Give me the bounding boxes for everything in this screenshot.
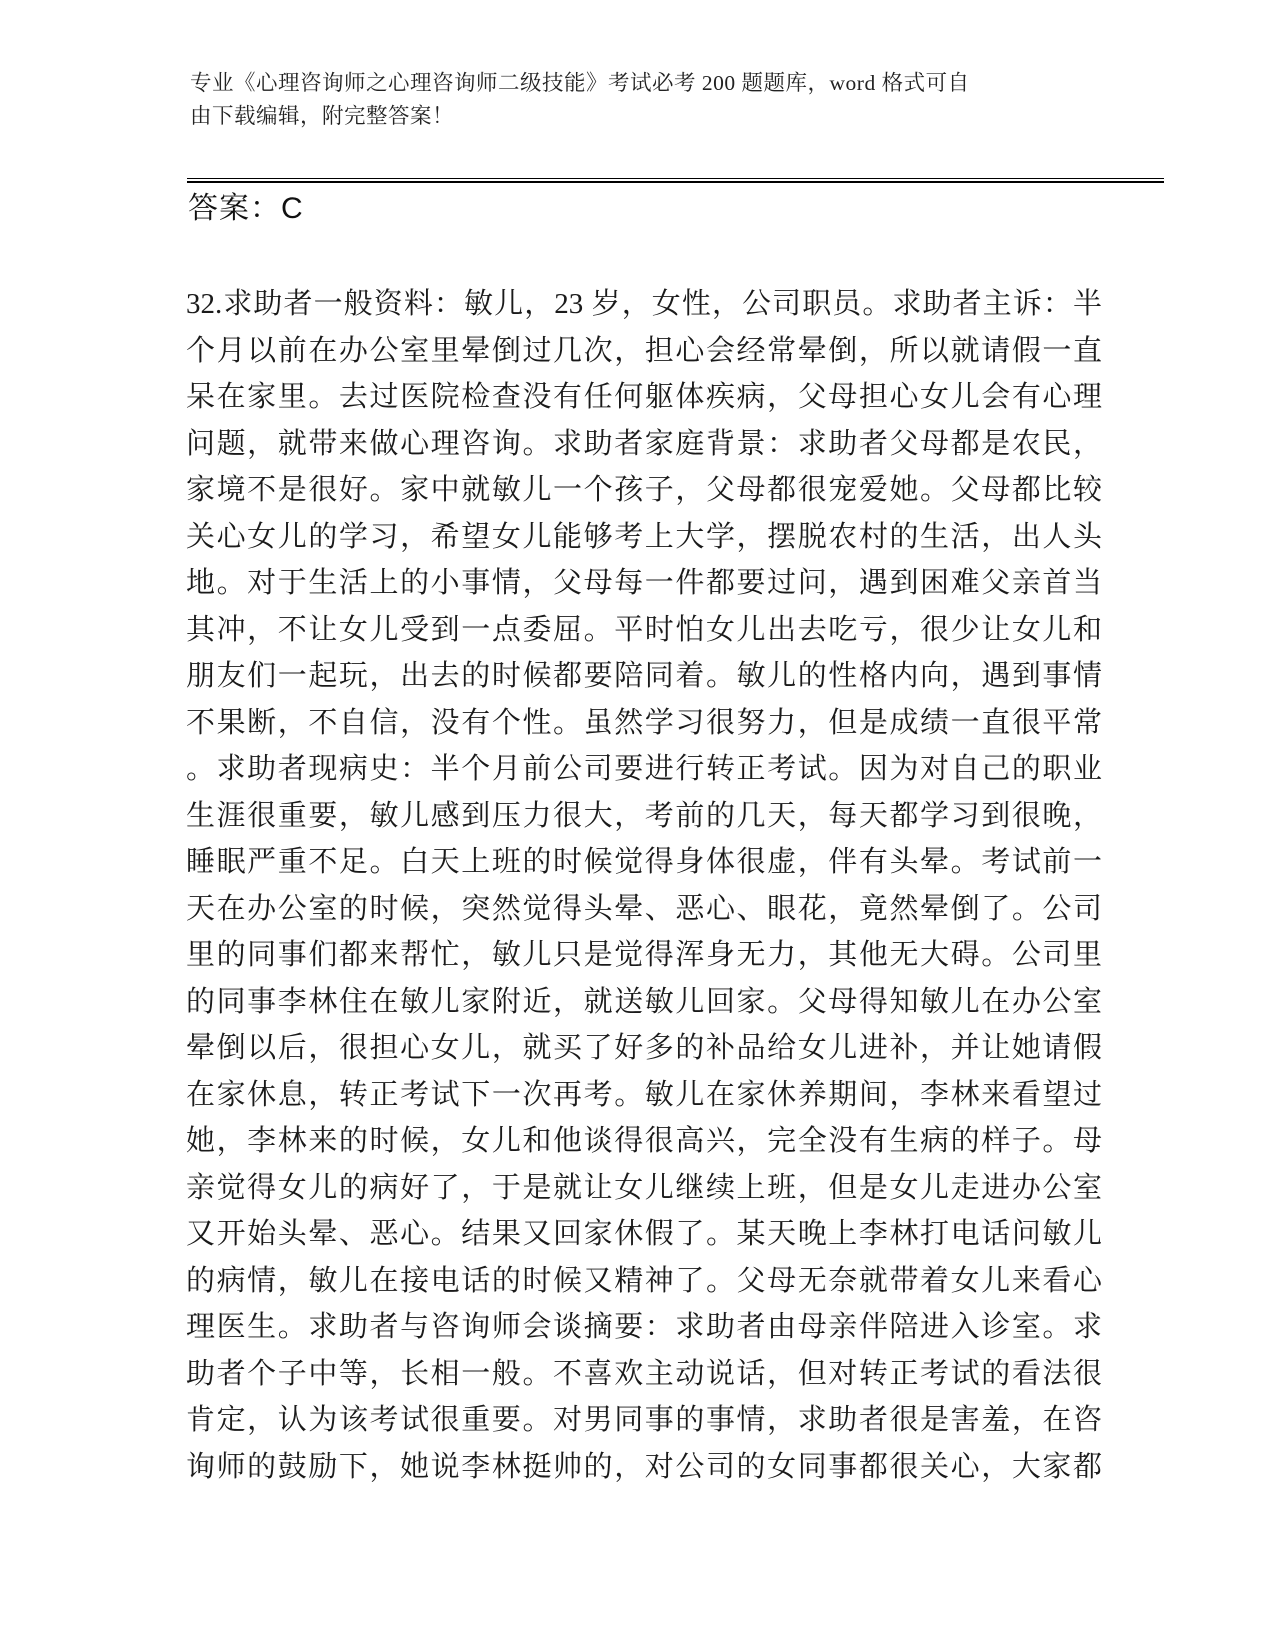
question-text-line: 其冲，不让女儿受到一点委屈。平时怕女儿出去吃亏，很少让女儿和 (186, 613, 1102, 646)
question-text-line: 家境不是很好。家中就敏儿一个孩子，父母都很宠爱她。父母都比较 (186, 474, 1102, 506)
question-text-line: 的病情，敏儿在接电话的时候又精神了。父母无奈就带着女儿来看心 (186, 1264, 1102, 1297)
question-text-line: 呆在家里。去过医院检查没有任何躯体疾病，父母担心女儿会有心理 (186, 381, 1102, 413)
question-text-line: 问题，就带来做心理咨询。求助者家庭背景：求助者父母都是农民， (186, 427, 1102, 460)
question-text-line: 不果断，不自信，没有个性。虽然学习很努力，但是成绩一直很平常 (186, 706, 1102, 739)
page-header-note (190, 67, 1167, 133)
question-text-line: 睡眠严重不足。白天上班的时候觉得身体很虚，伴有头晕。考试前一 (186, 846, 1102, 878)
question-text-line: 天在办公室的时候，突然觉得头晕、恶心、眼花，竟然晕倒了。公司 (186, 892, 1102, 925)
question-text-line: 个月以前在办公室里晕倒过几次，担心会经常晕倒，所以就请假一直 (186, 334, 1102, 367)
question-text-line: 询师的鼓励下，她说李林挺帅的，对公司的女同事都很关心，大家都 (186, 1450, 1102, 1483)
question-text-line: 生涯很重要，敏儿感到压力很大，考前的几天，每天都学习到很晚， (186, 799, 1102, 832)
question-text-line: 的同事李林住在敏儿家附近，就送敏儿回家。父母得知敏儿在办公室 (186, 985, 1102, 1018)
question-text-line: 助者个子中等，长相一般。不喜欢主动说话，但对转正考试的看法很 (186, 1357, 1102, 1390)
question-text-line: 亲觉得女儿的病好了，于是就让女儿继续上班，但是女儿走进办公室 (186, 1171, 1102, 1204)
question-text-line: 肯定，认为该考试很重要。对男同事的事情，求助者很是害羞，在咨 (186, 1404, 1102, 1436)
question-text-line: 理医生。求助者与咨询师会谈摘要：求助者由母亲伴陪进入诊室。求 (186, 1311, 1102, 1343)
header-note-line: 由下载编辑，附完整答案！ (190, 104, 455, 128)
question-text-line: 地。对于生活上的小事情，父母每一件都要过问，遇到困难父亲首当 (186, 567, 1102, 599)
question-text-line: 在家休息，转正考试下一次再考。敏儿在家休养期间，李林来看望过 (186, 1078, 1102, 1111)
answer-label: 答案： (188, 192, 281, 225)
question-text-line: 。求助者现病史：半个月前公司要进行转正考试。因为对自己的职业 (186, 753, 1102, 785)
question-text-line: 又开始头晕、恶心。结果又回家休假了。某天晚上李林打电话问敏儿 (186, 1218, 1102, 1250)
question-text-line: 关心女儿的学习，希望女儿能够考上大学，摆脱农村的生活，出人头 (186, 520, 1102, 553)
question-text-line: 32.求助者一般资料：敏儿，23 岁，女性，公司职员。求助者主诉：半 (186, 288, 1102, 320)
answer-value: C (281, 192, 304, 225)
answer-line (188, 191, 304, 227)
question-text-line: 里的同事们都来帮忙，敏儿只是觉得浑身无力，其他无大碍。公司里 (186, 939, 1102, 971)
header-note-line: 专业《心理咨询师之心理咨询师二级技能》考试必考 200 题题库，word 格式可自 (190, 71, 970, 95)
question-text-line: 晕倒以后，很担心女儿，就买了好多的补品给女儿进补，并让她请假 (186, 1032, 1102, 1064)
question-text-line: 朋友们一起玩，出去的时候都要陪同着。敏儿的性格内向，遇到事情 (186, 660, 1102, 692)
question-block (186, 281, 1102, 1490)
question-text-line: 她，李林来的时候，女儿和他谈得很高兴，完全没有生病的样子。母 (186, 1125, 1102, 1157)
header-divider (187, 178, 1164, 183)
